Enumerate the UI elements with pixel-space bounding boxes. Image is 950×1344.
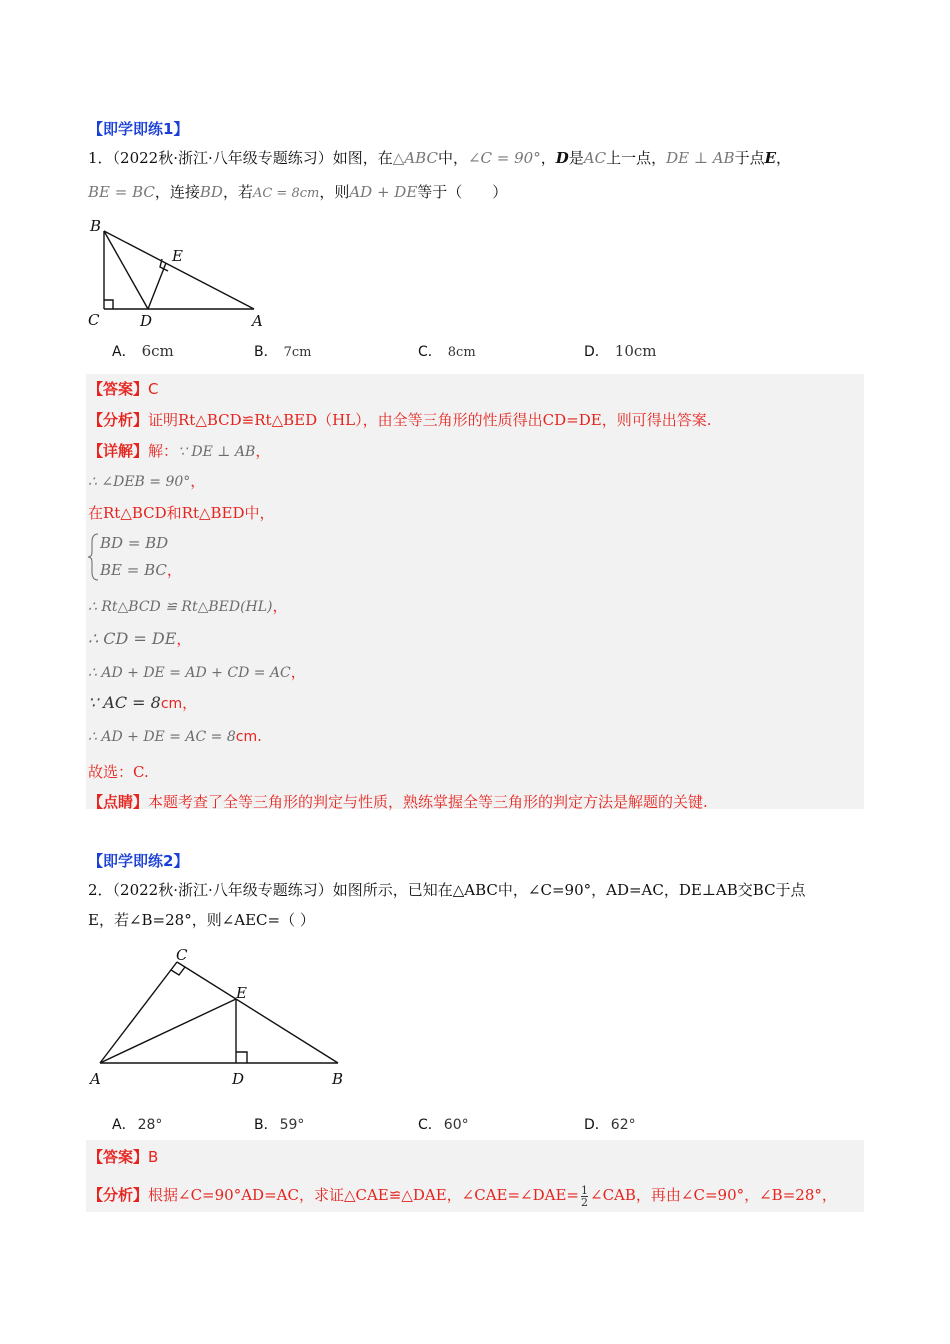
practice-tag-2: 【即学即练2】 xyxy=(88,852,189,870)
q2-option-d[interactable] xyxy=(584,1114,636,1134)
fraction-denominator: 2 xyxy=(581,1195,589,1209)
q1-math: △ABC xyxy=(392,149,438,167)
right-angle-mark-d xyxy=(236,1052,247,1063)
analysis-text: 证明Rt△BCD≌Rt△BED（HL），由全等三角形的性质得出CD=DE，则可得出答案. xyxy=(148,411,712,429)
q1-point: E xyxy=(764,149,777,167)
q1-text: 如图，在 xyxy=(332,149,393,167)
q1-step-6: ∴ Rt△BCD ≌ Rt△BED(HL)， xyxy=(88,597,288,615)
q2-analysis-line xyxy=(88,1184,837,1208)
option-value: 7cm xyxy=(283,345,312,360)
answer-value: B xyxy=(148,1148,159,1166)
unit: cm xyxy=(160,696,183,712)
option-value: 60° xyxy=(443,1117,469,1133)
q1-figure xyxy=(80,210,280,335)
q2-answer-line xyxy=(88,1146,158,1167)
q1-option-c[interactable] xyxy=(418,341,476,361)
q1-math: AD + DE xyxy=(349,183,418,201)
q1-comment-line xyxy=(88,791,708,812)
analysis-label: 【分析】 xyxy=(88,1186,149,1204)
label-e: E xyxy=(236,984,247,1002)
step-math: ∴ Rt△BCD ≌ Rt△BED(HL) xyxy=(88,599,273,615)
q1-text: 上一点， xyxy=(606,149,667,167)
q2-option-a[interactable] xyxy=(112,1114,162,1134)
label-d: D xyxy=(140,312,153,330)
q1-text: 等于（ ） xyxy=(417,183,508,201)
q1-system-eq-1: BD = BD xyxy=(100,534,169,552)
detail-label: 【详解】 xyxy=(88,442,149,460)
segment-ae xyxy=(100,999,236,1063)
answer-label: 【答案】 xyxy=(88,380,149,398)
q1-text: 是 xyxy=(568,149,584,167)
step-math: ∴ AD + DE = AD + CD = AC xyxy=(88,665,291,681)
right-angle-mark-e xyxy=(160,259,168,271)
answer-value: C xyxy=(148,380,159,398)
option-label: D． xyxy=(584,1117,609,1133)
detail-intro: 解： xyxy=(148,442,179,460)
q1-system-eq-2: BE = BC， xyxy=(100,561,182,579)
q1-text: ， xyxy=(776,149,792,167)
q2-figure xyxy=(86,944,356,1096)
option-value: 10cm xyxy=(614,342,657,360)
q1-line-1 xyxy=(88,147,791,169)
q2-option-b[interactable] xyxy=(254,1114,304,1134)
q1-step-3: 在Rt△BCD和Rt△BED中， xyxy=(88,504,275,522)
label-b: B xyxy=(90,217,102,235)
option-value: 8cm xyxy=(447,345,476,360)
q1-option-d[interactable] xyxy=(584,341,657,361)
label-e: E xyxy=(172,247,183,265)
q1-text: 中， xyxy=(437,149,468,167)
q1-math: BE = BC xyxy=(88,183,155,201)
option-label: C． xyxy=(418,344,442,360)
label-c: C xyxy=(88,311,100,329)
q1-number: 1． xyxy=(88,149,113,167)
segment-cb xyxy=(177,962,338,1063)
q1-math: ∠C = 90° xyxy=(467,149,541,167)
option-value: 28° xyxy=(137,1117,163,1133)
option-label: C． xyxy=(418,1117,442,1133)
answer-label: 【答案】 xyxy=(88,1148,149,1166)
option-label: D． xyxy=(584,344,609,360)
q2-number: 2． xyxy=(88,881,113,899)
q1-answer-line xyxy=(88,378,159,399)
option-label: A． xyxy=(112,1117,136,1133)
step-math: ∵ DE ⊥ AB xyxy=(178,444,256,460)
q1-analysis-line xyxy=(88,409,711,430)
q1-step-2: ∴ ∠DEB = 90°， xyxy=(88,472,206,490)
practice-tag-1: 【即学即练1】 xyxy=(88,120,189,138)
q1-point: D xyxy=(555,149,569,167)
label-c: C xyxy=(176,946,188,964)
option-label: B． xyxy=(254,1117,278,1133)
option-value: 59° xyxy=(279,1117,305,1133)
q2-line-1 xyxy=(88,879,806,901)
segment-ac xyxy=(100,962,177,1063)
q1-option-b[interactable] xyxy=(254,341,312,361)
option-value: 6cm xyxy=(141,342,174,360)
q2-line-2: E，若∠B=28°，则∠AEC=（ ） xyxy=(88,911,315,929)
q1-detail-line: 【详解】解：∵ DE ⊥ AB， xyxy=(88,442,271,460)
option-value: 62° xyxy=(610,1117,636,1133)
q1-math: DE ⊥ AB xyxy=(666,149,735,167)
step-math: ∴ ∠DEB = 90° xyxy=(88,474,191,490)
q1-option-a[interactable] xyxy=(112,341,174,361)
label-a: A xyxy=(90,1070,101,1088)
q1-text: ，若 xyxy=(222,183,253,201)
q1-text: 于点 xyxy=(734,149,765,167)
step-math: ∵ AC = 8 xyxy=(88,693,161,712)
fraction xyxy=(581,1185,588,1208)
q1-text: ， xyxy=(540,149,556,167)
label-a: A xyxy=(252,312,263,330)
right-angle-mark-c xyxy=(104,300,113,309)
q1-source: （2022秋·浙江·八年级专题练习） xyxy=(112,149,333,167)
fraction-numerator: 1 xyxy=(581,1183,589,1197)
q1-step-7: ∴ CD = DE， xyxy=(88,629,192,648)
system-brace-icon xyxy=(88,532,100,582)
q1-conclusion: 故选：C. xyxy=(88,763,149,781)
label-b: B xyxy=(332,1070,344,1088)
q2-text: （2022秋·浙江·八年级专题练习）如图所示，已知在△ABC中，∠C=90°，AD=AC，DE⊥AB交BC于点 xyxy=(112,881,806,899)
segment-de xyxy=(148,263,166,309)
q1-step-8: ∴ AD + DE = AD + CD = AC， xyxy=(88,663,306,681)
q1-math: BD xyxy=(199,183,223,201)
option-label: A． xyxy=(112,344,136,360)
step-math: BE = BC xyxy=(100,561,167,579)
analysis-text: 根据∠C=90°AD=AC，求证△CAE≌△DAE，∠CAE=∠DAE= xyxy=(148,1186,580,1204)
q1-text: ，则 xyxy=(319,183,350,201)
analysis-label: 【分析】 xyxy=(88,411,149,429)
q1-step-10: ∴ AD + DE = AC = 8cm. xyxy=(88,727,262,745)
comment-text: 本题考查了全等三角形的判定与性质，熟练掌握全等三角形的判定方法是解题的关键. xyxy=(148,793,708,811)
analysis-text: ∠CAB，再由∠C=90°，∠B=28°， xyxy=(590,1186,837,1204)
label-d: D xyxy=(232,1070,245,1088)
q1-step-9: ∵ AC = 8cm， xyxy=(88,693,198,712)
q1-line-2 xyxy=(88,181,507,205)
q1-math: AC xyxy=(583,149,607,167)
unit: cm xyxy=(235,729,258,745)
comment-label: 【点睛】 xyxy=(88,793,149,811)
q1-math: AC = 8cm xyxy=(252,186,320,201)
q1-text: ，连接 xyxy=(154,183,200,201)
step-math: ∴ CD = DE xyxy=(88,629,177,648)
option-label: B． xyxy=(254,344,278,360)
q2-option-c[interactable] xyxy=(418,1114,469,1134)
step-math: ∴ AD + DE = AC = 8 xyxy=(88,729,236,745)
